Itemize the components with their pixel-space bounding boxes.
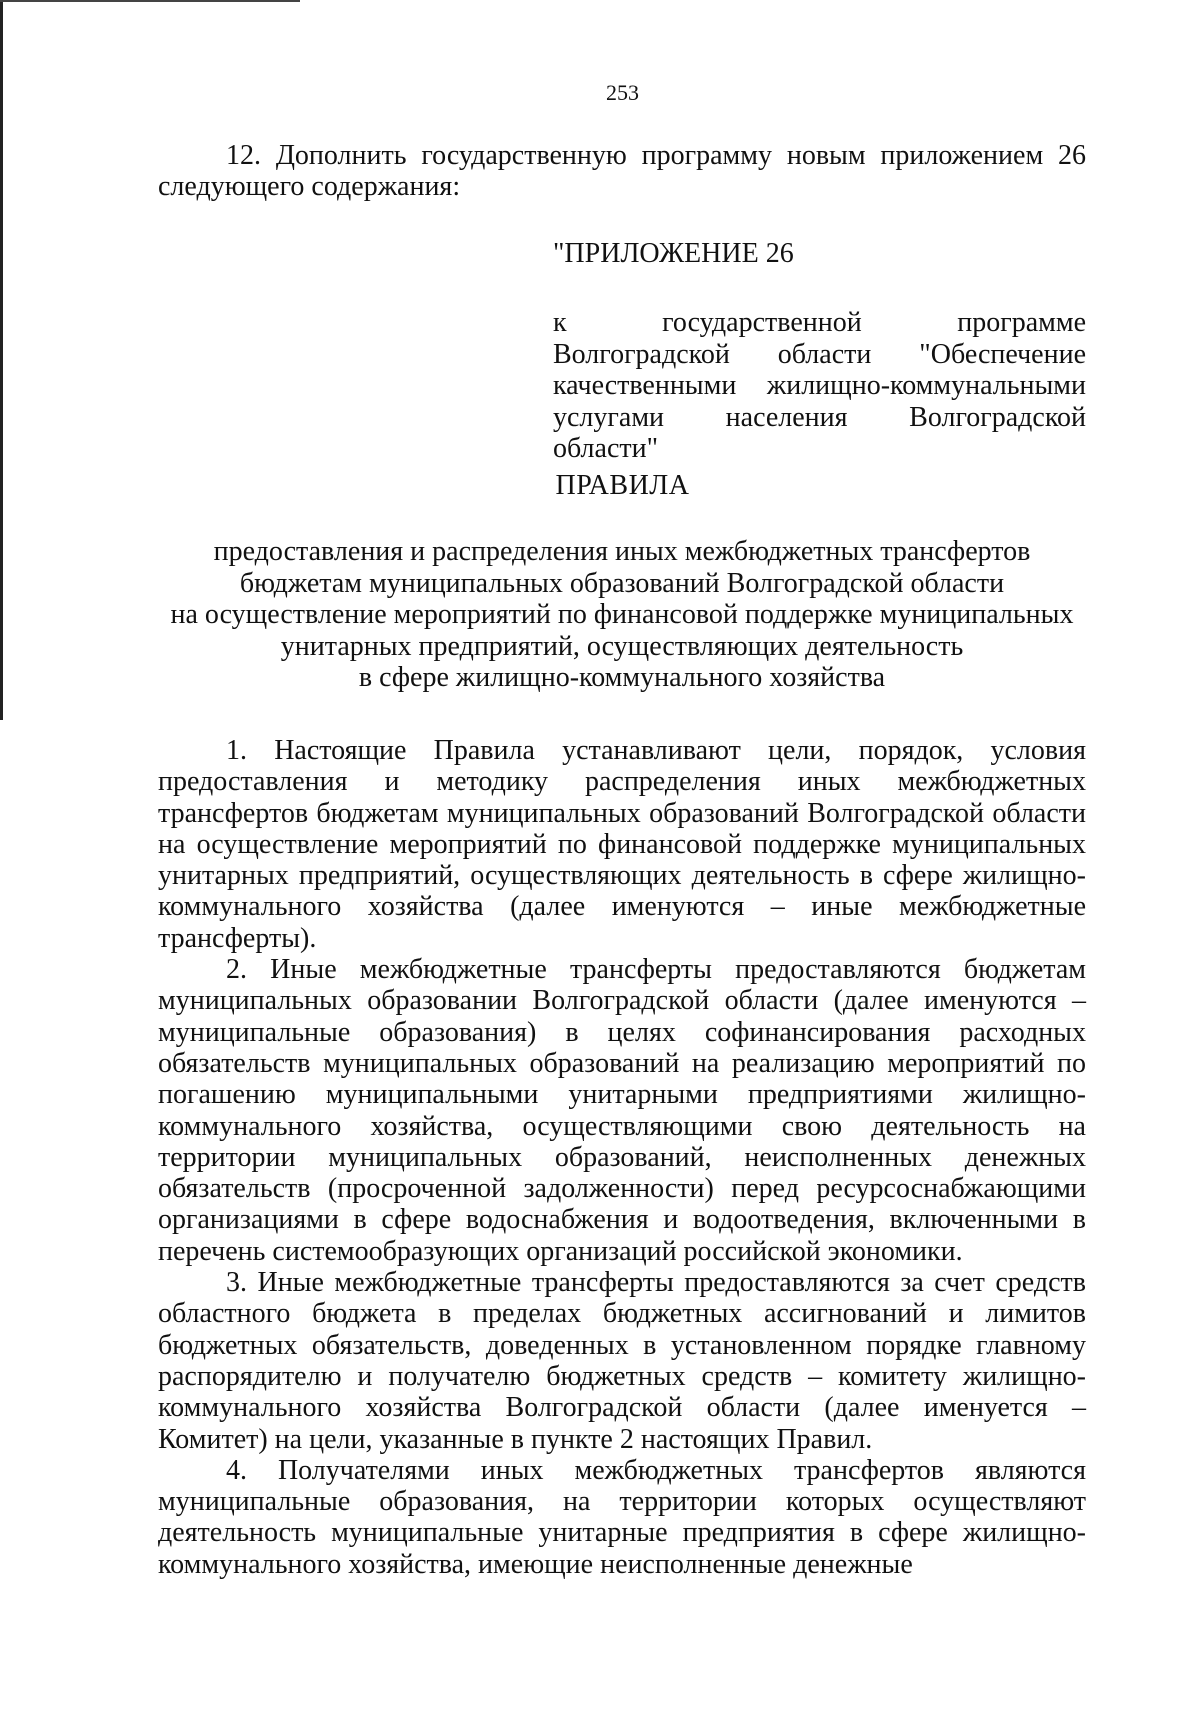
scan-edge	[0, 0, 3, 720]
appendix-subtitle: к государственной программе Волгоградской области "Обеспечение качественными жилищно-коммунальными услугами населения Волгоградской области"	[553, 307, 1086, 464]
rules-subtitle-line: бюджетам муниципальных образований Волгоградской области	[239, 567, 1005, 599]
rules-body	[158, 735, 1086, 1580]
paragraph-1: 1. Настоящие Правила устанавливают цели, порядок, условия предоставления и методику распределения иных межбюджетных трансфертов бюджетам муниципальных образований Волгоградской области на осуществление мероприятий по финансовой поддержке муниципальных унитарных предприятий, осуществляющих деятельность в сфере жилищно-коммунального хозяйства (далее именуются – иные межбюджетные трансферты).	[158, 735, 1086, 954]
rules-subtitle-line: в сфере жилищно-коммунального хозяйства	[358, 662, 886, 694]
rules-subtitle-line: унитарных предприятий, осуществляющих деятельность	[280, 630, 964, 662]
rules-subtitle	[140, 536, 1104, 694]
intro-paragraph: 12. Дополнить государственную программу новым приложением 26 следующего содержания:	[158, 140, 1086, 203]
rules-title: ПРАВИЛА	[555, 470, 690, 501]
paragraph-3: 3. Иные межбюджетные трансферты предоставляются за счет средств областного бюджета в пределах бюджетных ассигнований и лимитов бюджетных обязательств, доведенных в установленном порядке главному распорядителю и получателю бюджетных средств – комитету жилищно-коммунального хозяйства Волгоградской области (далее именуется – Комитет) на цели, указанные в пункте 2 настоящих Правил.	[158, 1267, 1086, 1455]
page-number: 253	[606, 80, 639, 105]
rules-subtitle-line: предоставления и распределения иных межбюджетных трансфертов	[213, 536, 1031, 567]
appendix-title: "ПРИЛОЖЕНИЕ 26	[553, 238, 794, 269]
rules-subtitle-line: на осуществление мероприятий по финансовой поддержке муниципальных	[170, 599, 1074, 631]
paragraph-4: 4. Получателями иных межбюджетных трансфертов являются муниципальные образования, на территории которых осуществляют деятельность муниципальные унитарные предприятия в сфере жилищно-коммунального хозяйства, имеющие неисполненные денежные	[158, 1454, 1086, 1580]
scan-top-edge	[0, 0, 300, 2]
paragraph-2: 2. Иные межбюджетные трансферты предоставляются бюджетам муниципальных образовании Волгоградской области (далее именуются – муниципальные образования) в целях софинансирования расходных обязательств муниципальных образований на реализацию мероприятий по погашению муниципальными унитарными предприятиями жилищно-коммунального хозяйства, осуществляющими свою деятельность на территории муниципальных образований, неисполненных денежных обязательств (просроченной задолженности) перед ресурсоснабжающими организациями в сфере водоснабжения и водоотведения, включенными в перечень системообразующих организаций российской экономики.	[158, 954, 1086, 1267]
